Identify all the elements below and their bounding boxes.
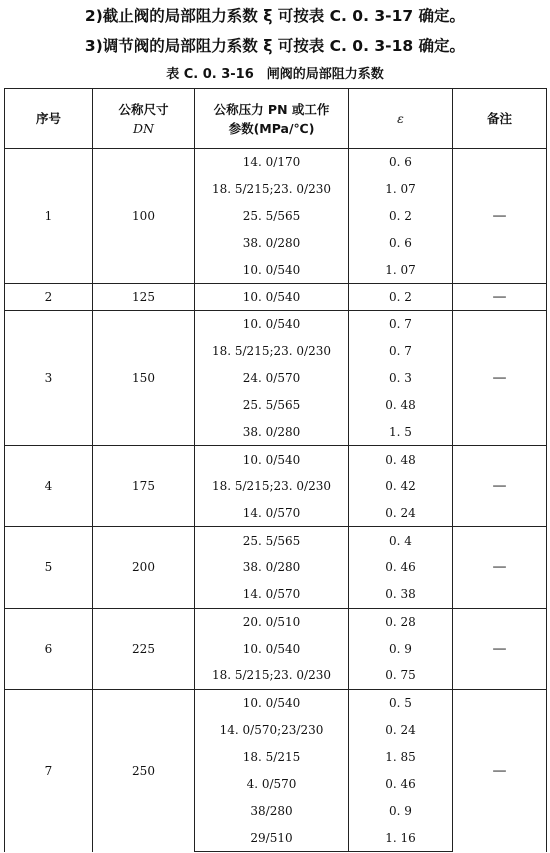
cell-eps: 0. 42	[349, 473, 453, 500]
cell-pn: 18. 5/215	[195, 743, 349, 770]
cell-eps: 0. 7	[349, 338, 453, 365]
cell-no: 7	[5, 689, 93, 851]
intro-line-2: 3)调节阀的局部阻力系数 ξ 可按表 C. 0. 3-18 确定。	[84, 37, 466, 55]
cell-no: 2	[5, 284, 93, 311]
cell-eps: 0. 2	[349, 203, 453, 230]
cell-pn: 10. 0/540	[195, 257, 349, 284]
cell-eps: 1. 16	[349, 824, 453, 851]
cell-dn: 150	[93, 311, 195, 446]
valve-resistance-table	[4, 88, 547, 852]
cell-pn: 10. 0/540	[195, 446, 349, 473]
cell-pn: 38. 0/280	[195, 419, 349, 446]
cell-eps: 0. 24	[349, 716, 453, 743]
header-pn-line1: 公称压力 PN 或工作	[213, 101, 330, 117]
cell-eps: 1. 07	[349, 176, 453, 203]
cell-eps: 0. 46	[349, 770, 453, 797]
cell-pn: 14. 0/570	[195, 581, 349, 608]
header-pn	[195, 89, 349, 149]
table-row	[5, 689, 547, 716]
cell-eps: 0. 24	[349, 500, 453, 527]
cell-pn: 24. 0/570	[195, 365, 349, 392]
cell-pn: 25. 5/565	[195, 203, 349, 230]
cell-note: —	[453, 689, 547, 851]
intro-line-1: 2)截止阀的局部阻力系数 ξ 可按表 C. 0. 3-17 确定。	[84, 7, 466, 25]
table-caption: 表 C. 0. 3-16 闸阀的局部阻力系数	[166, 67, 384, 82]
cell-no: 5	[5, 527, 93, 608]
cell-pn: 18. 5/215;23. 0/230	[195, 176, 349, 203]
cell-dn: 125	[93, 284, 195, 311]
table-row	[5, 311, 547, 338]
cell-note: —	[453, 527, 547, 608]
cell-eps: 0. 48	[349, 446, 453, 473]
header-eps	[349, 89, 453, 149]
cell-eps: 1. 5	[349, 419, 453, 446]
cell-note: —	[453, 149, 547, 284]
cell-pn: 10. 0/540	[195, 635, 349, 662]
cell-pn: 10. 0/540	[195, 689, 349, 716]
cell-no: 6	[5, 608, 93, 689]
cell-pn: 18. 5/215;23. 0/230	[195, 662, 349, 689]
cell-dn: 200	[93, 527, 195, 608]
cell-no: 4	[5, 446, 93, 527]
cell-pn: 38/280	[195, 797, 349, 824]
cell-pn: 14. 0/170	[195, 149, 349, 176]
table-body	[5, 149, 547, 852]
cell-note: —	[453, 446, 547, 527]
cell-pn: 10. 0/540	[195, 311, 349, 338]
cell-eps: 0. 7	[349, 311, 453, 338]
cell-note: —	[453, 311, 547, 446]
cell-eps: 0. 46	[349, 554, 453, 581]
cell-pn: 25. 5/565	[195, 392, 349, 419]
cell-eps: 1. 07	[349, 257, 453, 284]
cell-eps: 0. 4	[349, 527, 453, 554]
header-pn-line2: 参数(MPa/℃)	[228, 120, 315, 136]
header-no: 序号	[5, 89, 93, 149]
cell-eps: 0. 6	[349, 230, 453, 257]
cell-eps: 0. 38	[349, 581, 453, 608]
table-row	[5, 527, 547, 554]
cell-eps: 0. 3	[349, 365, 453, 392]
header-dn-line1: 公称尺寸	[118, 101, 169, 117]
cell-pn: 38. 0/280	[195, 230, 349, 257]
cell-pn: 29/510	[195, 824, 349, 851]
cell-eps: 0. 28	[349, 608, 453, 635]
header-note: 备注	[453, 89, 547, 149]
cell-eps: 0. 48	[349, 392, 453, 419]
cell-eps: 0. 6	[349, 149, 453, 176]
cell-dn: 100	[93, 149, 195, 284]
cell-eps: 0. 9	[349, 635, 453, 662]
cell-pn: 20. 0/510	[195, 608, 349, 635]
cell-no: 3	[5, 311, 93, 446]
header-row	[5, 89, 547, 149]
table-row	[5, 608, 547, 635]
cell-eps: 0. 75	[349, 662, 453, 689]
header-eps-symbol: ε	[397, 111, 404, 126]
cell-eps: 0. 9	[349, 797, 453, 824]
cell-dn: 175	[93, 446, 195, 527]
cell-note: —	[453, 608, 547, 689]
cell-pn: 18. 5/215;23. 0/230	[195, 473, 349, 500]
cell-pn: 4. 0/570	[195, 770, 349, 797]
cell-eps: 1. 85	[349, 743, 453, 770]
header-dn	[93, 89, 195, 149]
cell-pn: 14. 0/570	[195, 500, 349, 527]
cell-note: —	[453, 284, 547, 311]
cell-no: 1	[5, 149, 93, 284]
header-dn-line2: DN	[133, 120, 154, 136]
cell-pn: 14. 0/570;23/230	[195, 716, 349, 743]
table-row	[5, 446, 547, 473]
cell-eps: 0. 5	[349, 689, 453, 716]
table-row	[5, 149, 547, 176]
cell-pn: 10. 0/540	[195, 284, 349, 311]
cell-eps: 0. 2	[349, 284, 453, 311]
cell-dn: 225	[93, 608, 195, 689]
cell-pn: 25. 5/565	[195, 527, 349, 554]
cell-pn: 38. 0/280	[195, 554, 349, 581]
cell-pn: 18. 5/215;23. 0/230	[195, 338, 349, 365]
cell-dn: 250	[93, 689, 195, 851]
table-row	[5, 284, 547, 311]
